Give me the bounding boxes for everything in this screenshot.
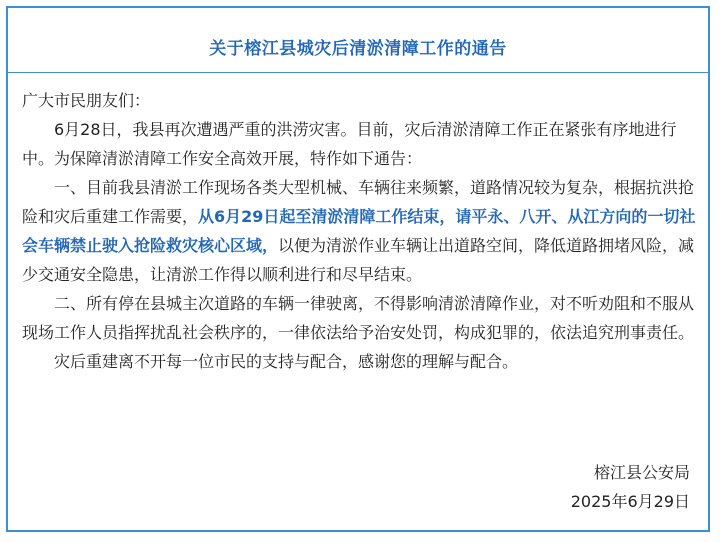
paragraph-2-intro: 一、目前我县清淤工作现场各类大型机械、车辆往来频繁，道路情况较为复杂，根据抗洪抢险和灾后重建工作需要， [22, 178, 695, 226]
issue-date: 2025年6月29日 [570, 492, 690, 511]
paragraph-1: 6月28日，我县再次遭遇严重的洪涝灾害。目前，灾后清淤清障工作正在紧张有序地进行中。为保障清淤清障工作安全高效开展，特作如下通告： [22, 120, 677, 168]
paragraph-2-rest: 以便为清淤作业车辆让出道路空间，降低道路拥堵风险，减少交通安全隐患，让清淤工作得以顺利进行和尽早结束。 [22, 236, 695, 284]
notice-title: 关于榕江县城灾后清淤清障工作的通告 [209, 39, 507, 59]
title-divider [8, 72, 708, 73]
signature-block [571, 458, 690, 516]
paragraph-3: 二、所有停在县城主次道路的车辆一律驶离，不得影响清淤清障作业，对不听劝阻和不服从现场工作人员指挥扰乱社会秩序的，一律依法给予治安处罚，构成犯罪的，依法追究刑事责任。 [22, 294, 695, 342]
notice-frame [6, 6, 710, 532]
paragraph-4: 灾后重建离不开每一位市民的支持与配合，感谢您的理解与配合。 [54, 352, 519, 371]
paragraph-2 [22, 173, 700, 289]
notice-body [22, 86, 700, 376]
paragraph-2-highlight: 从6月29日起至清淤清障工作结束，请平永、八开、从江方向的一切社会车辆禁止驶入抢险救灾核心区域， [22, 207, 696, 255]
issuer: 榕江县公安局 [593, 463, 690, 482]
greeting: 广大市民朋友们： [22, 91, 151, 110]
